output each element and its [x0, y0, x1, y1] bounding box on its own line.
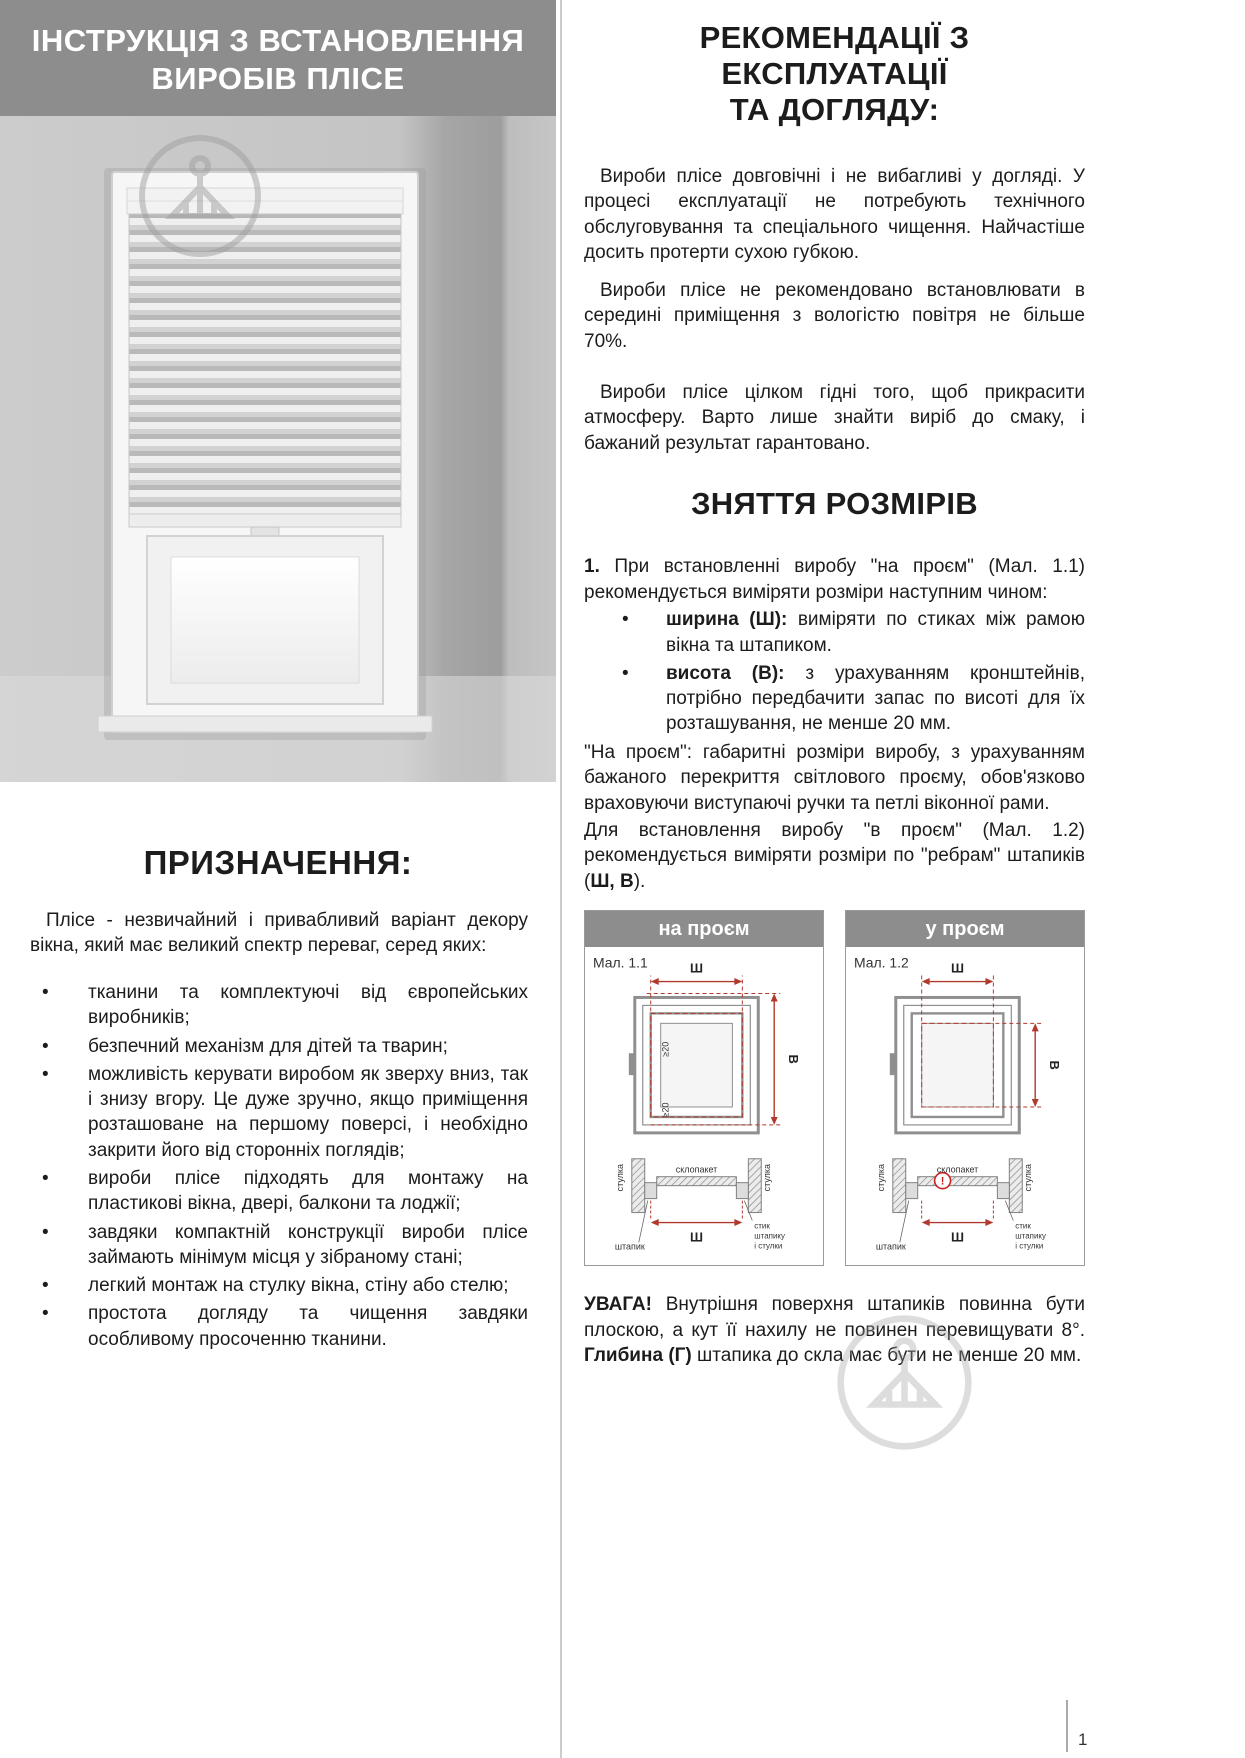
term-width-desc: виміряти по стиках між рамою вікна та штапиком.	[666, 609, 1085, 656]
list-item-text: тканини та комплектуючі від європейських виробників;	[88, 982, 528, 1029]
list-item-text: простота догляду та чищення завдяки особливому просоченню тканини.	[88, 1303, 528, 1350]
attention-paragraph	[584, 1292, 1085, 1368]
measure-intro-number: 1.	[584, 556, 600, 578]
figure-1-2-drawing	[846, 947, 1084, 1265]
glazing-unit-label: склопакет	[675, 1165, 718, 1176]
attention-text-1: Внутрішня поверхня штапиків повинна бути плоскою, а кут її нахилу не повинен перевищувати 8°.	[584, 1294, 1085, 1341]
measure-list	[584, 607, 1085, 736]
bullet-marker	[622, 607, 666, 658]
bullet-marker	[42, 1273, 88, 1298]
attention-bold-depth: Глибина (Г)	[584, 1345, 692, 1367]
joint-label-line3: і стулки	[1015, 1241, 1044, 1251]
page-footer	[1066, 1700, 1087, 1752]
diagram-na-proem	[584, 910, 824, 1266]
page-title-line2: ВИРОБІВ ПЛІСЕ	[151, 60, 405, 96]
list-item	[622, 607, 1085, 658]
joint-label-line1: стик	[754, 1221, 770, 1231]
section-width-arrow	[651, 1201, 743, 1226]
bullet-marker	[42, 980, 88, 1031]
section-width-label: Ш	[951, 1229, 965, 1245]
diagram-header: у проєм	[846, 911, 1084, 947]
measure-p2-bold: Ш, В	[590, 870, 634, 892]
list-item	[622, 661, 1085, 737]
list-item	[42, 1220, 528, 1271]
purpose-intro: Плісе - незвичайний і привабливий варіант декору вікна, який має великий спектр переваг, серед яких:	[30, 909, 528, 956]
clearance-label: ≥20	[660, 1042, 671, 1058]
bullet-marker	[42, 1301, 88, 1352]
width-arrow	[651, 978, 743, 985]
care-paragraph-1: Вироби плісе довговічні і не вибагливі у догляді. У процесі експлуатації не потребують технічного обслуговування та спеціального чищення. Найчастіше досить протерти сухою губкою.	[584, 165, 1085, 264]
term-height-desc: з урахуванням кронштейнів, потрібно передбачити запас по висоті для їх розташування, не менше 20 мм.	[666, 662, 1085, 735]
bullet-marker	[42, 1062, 88, 1163]
warning-mark	[935, 1173, 951, 1189]
page-title-line1: ІНСТРУКЦІЯ З ВСТАНОВЛЕННЯ	[31, 23, 525, 58]
list-item-text: безпечний механізм для дітей та тварин;	[88, 1035, 448, 1057]
page-title-banner	[0, 0, 556, 116]
attention-lead: УВАГА!	[584, 1294, 652, 1316]
joint-label-line3: і стулки	[754, 1241, 783, 1251]
measure-p2-text: Для встановлення виробу "в проєм" (Мал. 1.2) рекомендується виміряти розміри по "ребрам" штапиків (	[584, 819, 1085, 892]
window-frame-drawing	[629, 998, 758, 1133]
page-number: 1	[1078, 1730, 1088, 1749]
right-column	[584, 0, 1085, 1369]
window-frame-drawing	[890, 998, 1019, 1133]
pleated-blind	[129, 214, 401, 514]
term-height: висота (В):	[666, 662, 785, 684]
window-blind-illustration	[0, 116, 556, 782]
measure-intro	[584, 554, 1085, 605]
clearance-label: ≥20	[660, 1102, 671, 1118]
bead-label: штапик	[875, 1241, 906, 1252]
measure-paragraph-2	[584, 818, 1085, 894]
list-item-text: легкий монтаж на стулку вікна, стіну або стелю;	[88, 1275, 509, 1297]
blind-handle	[251, 527, 279, 536]
list-item	[42, 980, 528, 1031]
section-width-label: Ш	[690, 1229, 704, 1245]
list-item	[42, 1034, 528, 1059]
care-title-line2: ТА ДОГЛЯДУ:	[729, 91, 940, 127]
width-arrow	[922, 978, 994, 985]
list-item-text: можливість керувати виробом як зверху вниз, так і знизу вгору. Це дуже зручно, якщо приміщення розташоване на першому поверсі, і необхідно закрити його від сторонніх поглядів;	[88, 1063, 528, 1161]
measure-intro-text: При встановленні виробу "на проєм" (Мал. 1.1) рекомендується виміряти розміри наступним чином:	[584, 556, 1085, 603]
bullet-marker	[42, 1220, 88, 1271]
figure-caption: Мал. 1.2	[853, 954, 909, 971]
care-paragraph-3: Вироби плісе цілком гідні того, щоб прикрасити атмосферу. Варто лише знайти виріб до смаку, і бажаний результат гарантовано.	[584, 382, 1085, 454]
measurement-diagrams	[584, 910, 1085, 1266]
left-column	[0, 0, 556, 1355]
sash-label: стулка	[762, 1164, 773, 1192]
window-handle	[629, 1054, 634, 1076]
diagram-header: на проєм	[585, 911, 823, 947]
list-item-text: завдяки компактній конструкції вироби плісе займають мінімум місця у зібраному стані;	[88, 1221, 528, 1268]
bead-label: штапик	[614, 1241, 645, 1252]
list-item-text	[666, 607, 1085, 658]
care-title	[584, 20, 1085, 128]
window-photo	[0, 116, 556, 782]
figure-1-1-drawing	[585, 947, 823, 1265]
height-label: В	[1047, 1060, 1063, 1071]
window-handle	[890, 1054, 895, 1076]
care-title-line1: РЕКОМЕНДАЦІЇ З ЕКСПЛУАТАЦІЇ	[699, 20, 970, 91]
window-sill	[98, 716, 432, 732]
term-width: ширина (Ш):	[666, 609, 788, 631]
measure-title: ЗНЯТТЯ РОЗМІРІВ	[691, 486, 978, 522]
joint-label-line2: штапику	[1015, 1231, 1046, 1241]
height-arrow	[771, 994, 778, 1125]
footer-rule	[1066, 1700, 1068, 1752]
list-item	[42, 1273, 528, 1298]
purpose-list	[0, 980, 556, 1352]
list-item-text	[666, 661, 1085, 737]
glazing-unit-label: склопакет	[936, 1165, 979, 1176]
sash-label: стулка	[1023, 1164, 1034, 1192]
warning-exclamation: !	[940, 1176, 945, 1189]
height-label: В	[786, 1054, 802, 1065]
sash-label: стулка	[614, 1164, 625, 1192]
purpose-title: ПРИЗНАЧЕННЯ:	[143, 843, 413, 881]
joint-label-line2: штапику	[754, 1231, 785, 1241]
joint-label-line1: стик	[1015, 1221, 1031, 1231]
sash-label: стулка	[875, 1164, 886, 1192]
list-item	[42, 1301, 528, 1352]
list-item	[42, 1062, 528, 1163]
figure-caption: Мал. 1.1	[592, 954, 648, 971]
measure-paragraph-1: "На проєм": габаритні розміри виробу, з урахуванням бажаного перекриття світлового проєму, обов'язково враховуючи виступаючі ручки та петлі віконної рами.	[584, 741, 1085, 814]
bullet-marker	[42, 1034, 88, 1059]
measure-p2-end: ).	[633, 870, 646, 892]
height-arrow	[1032, 1024, 1039, 1108]
care-paragraph-2: Вироби плісе не рекомендовано встановлювати в середині приміщення з вологістю повітря не більше 70%.	[584, 279, 1085, 352]
window-glass	[171, 557, 359, 683]
width-label: Ш	[951, 960, 965, 976]
width-label: Ш	[690, 960, 704, 976]
bullet-marker	[42, 1166, 88, 1217]
column-divider	[560, 0, 562, 1758]
diagram-u-proem	[845, 910, 1085, 1266]
list-item	[42, 1166, 528, 1217]
list-item-text: вироби плісе підходять для монтажу на пластикові вікна, двері, балкони та лоджії;	[88, 1168, 528, 1215]
attention-text-2: штапика до скла має бути не менше 20 мм.	[691, 1345, 1082, 1367]
bullet-marker	[622, 661, 666, 737]
section-width-arrow	[922, 1201, 994, 1226]
